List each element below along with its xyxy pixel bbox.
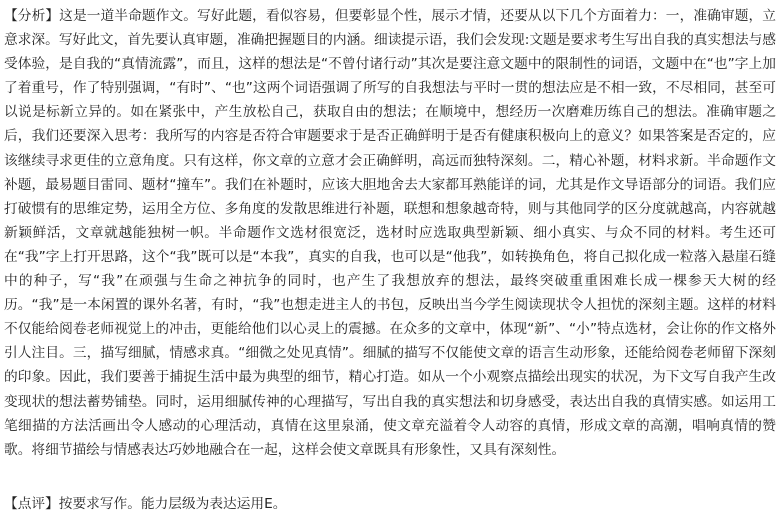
comment-text: 按要求写作。能力层级为表达运用E。 — [58, 496, 287, 512]
analysis-text: 这是一道半命题作文。写好此题，看似容易，但要彰显个性，展示才情，还要从以下几个方面着力：一，准确审题，立意求深。写好此文，首先要认真审题，准确把握题目的内涵。细读提示语，我们会发现:文题是要求考生写出自我的真实想法与感受体验，是自我的“真情流露”，而且，这样的想法是“不曾付诸行动”其次是要注意文题中的限制性的词语，文题中在“也”字上加了着重号，作了特别强调，“有时”、“也”这两个词语强调了所写的自我想法与平时一贯的想法应是不相一致，不尽相同，甚至可以说是标新立异的。如在紧张中，产生放松自己，获取自由的想法；在顺境中，想经历一次磨难历练自己的想法。准确审题之后，我们还要深入思考：我所写的内容是否符合审题要求于是否正确鲜明于是否有健康积极向上的意义？如果答案是否定的，应该继续寻求更佳的立意角度。只有这样，你文章的立意才会正确鲜明，高远而独特深刻。二，精心补题，材料求新。半命题作文补题，最易题目雷同、题材“撞车”。我们在补题时，应该大胆地舍去大家都耳熟能详的词，尤其是作文导语部分的词语。我们应打破惯有的思维定势，运用全方位、多角度的发散思维进行补题，联想和想象越奇特，则与其他同学的区分度就越高，内容就越新颖鲜活，文章就越能独树一帜。半命题作文选材很宽泛，选材时应选取典型新颖、细小真实、与众不同的材料。考生还可在“我”字上打开思路，这个“我”既可以是“本我”，真实的自我，也可以是“他我”，如转换角色，将自己拟化成一粒落入悬崖石缝中的种子，写“我”在顽强与生命之神抗争的同时，也产生了我想放弃的想法，最终突破重重困难长成一棵参天大树的经历。“我”是一本闲置的课外名著，有时，“我”也想走进主人的书包，反映出当今学生阅读现状令人担忧的深刻主题。这样的材料不仅能给阅卷老师视觉上的冲击，更能给他们以心灵上的震撼。在众多的文章中，体现“新”、“小”特点选材，会让你的作文格外引人注目。三，描写细腻，情感求真。“细微之处见真情”。细腻的描写不仅能使文章的语言生动形象，还能给阅卷老师留下深刻的印象。因此，我们要善于捕捉生活中最为典型的细节，精心打造。如从一个小观察点描绘出现实的状况，为下文写自我产生改变现状的想法蓄势铺垫。同时，运用细腻传神的心理描写，写出自我的真实想法和切身感受，表达出自我的真情实感。如运用工笔细描的方法活画出令人感动的心理活动，真情在这里泉涌，使文章充溢着令人动容的真情，形成文章的高潮，唱响真情的赞歌。将细节描绘与情感表达巧妙地融合在一起，这样会使文章既具有形象性，又具有深刻性。 — [4, 8, 776, 458]
comment-paragraph — [4, 492, 286, 516]
document — [4, 4, 776, 512]
analysis-label: 【分析】 — [4, 8, 60, 24]
comment-label: 【点评】 — [4, 496, 59, 512]
analysis-paragraph — [4, 4, 776, 462]
